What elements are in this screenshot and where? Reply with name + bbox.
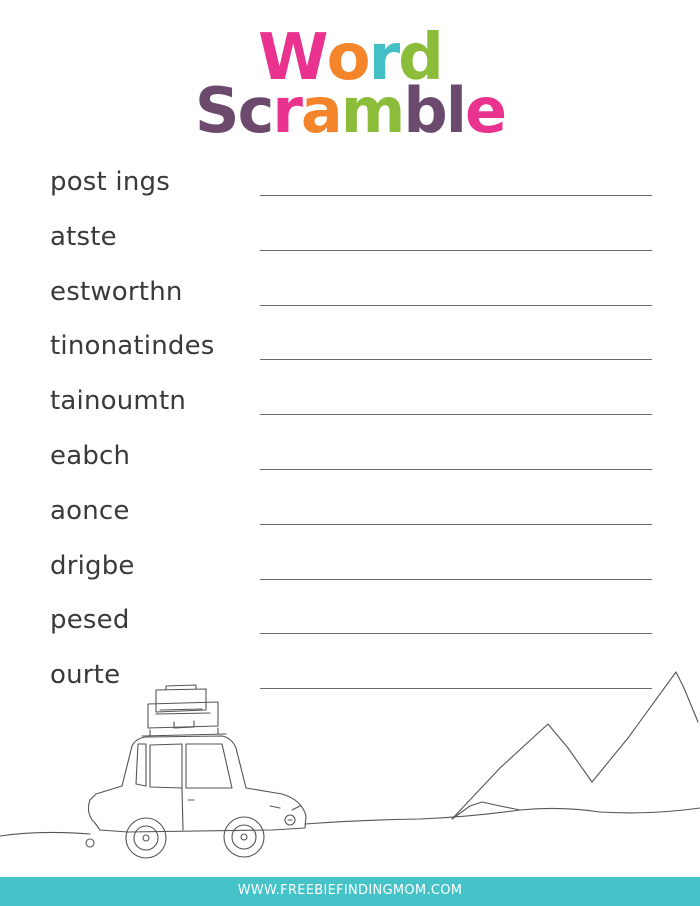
list-item bbox=[50, 384, 652, 439]
title-letter: e bbox=[465, 74, 506, 147]
answer-line[interactable] bbox=[260, 524, 652, 525]
list-item bbox=[50, 439, 652, 494]
title-letter: r bbox=[272, 74, 301, 147]
scrambled-word: tinonatindes bbox=[50, 331, 215, 362]
title-letter: a bbox=[300, 74, 341, 147]
title-letter: c bbox=[237, 74, 273, 147]
title-letter: o bbox=[326, 21, 369, 95]
word-list bbox=[50, 165, 652, 713]
answer-line[interactable] bbox=[260, 579, 652, 580]
list-item bbox=[50, 275, 652, 330]
scrambled-word: atste bbox=[50, 221, 117, 252]
list-item bbox=[50, 220, 652, 275]
scrambled-word: pesed bbox=[50, 605, 130, 636]
answer-line[interactable] bbox=[260, 633, 652, 634]
answer-line[interactable] bbox=[260, 469, 652, 470]
car-mountain-illustration bbox=[0, 660, 700, 877]
answer-line[interactable] bbox=[260, 250, 652, 251]
scrambled-word: aonce bbox=[50, 495, 130, 526]
mountain-icon bbox=[452, 672, 698, 819]
title-letter: b bbox=[403, 74, 446, 147]
title-letter: W bbox=[258, 21, 327, 95]
title-letter: l bbox=[445, 74, 466, 147]
answer-line[interactable] bbox=[260, 195, 652, 196]
scrambled-word: eabch bbox=[50, 440, 131, 471]
footer-bar bbox=[0, 877, 700, 906]
list-item bbox=[50, 329, 652, 384]
scrambled-word: estworthn bbox=[50, 276, 183, 307]
ground-line bbox=[0, 808, 700, 836]
scrambled-word: ourte bbox=[50, 660, 121, 691]
list-item bbox=[50, 549, 652, 604]
list-item bbox=[50, 165, 652, 220]
title-letter: r bbox=[368, 21, 399, 95]
scrambled-word: drigbe bbox=[50, 550, 135, 581]
footer-url[interactable]: WWW.FREEBIEFINDINGMOM.COM bbox=[237, 883, 463, 898]
scrambled-word: post ings bbox=[50, 167, 170, 197]
title-letter: m bbox=[340, 74, 404, 147]
list-item bbox=[50, 603, 652, 658]
scrambled-word: tainoumtn bbox=[50, 386, 187, 417]
title-scramble bbox=[0, 74, 700, 147]
list-item bbox=[50, 494, 652, 549]
car-icon bbox=[88, 736, 306, 832]
title-letter: d bbox=[398, 21, 442, 95]
answer-line[interactable] bbox=[260, 414, 652, 415]
title-letter: S bbox=[194, 74, 238, 147]
luggage-icon bbox=[148, 702, 218, 728]
answer-line[interactable] bbox=[260, 359, 652, 360]
answer-line[interactable] bbox=[260, 305, 652, 306]
